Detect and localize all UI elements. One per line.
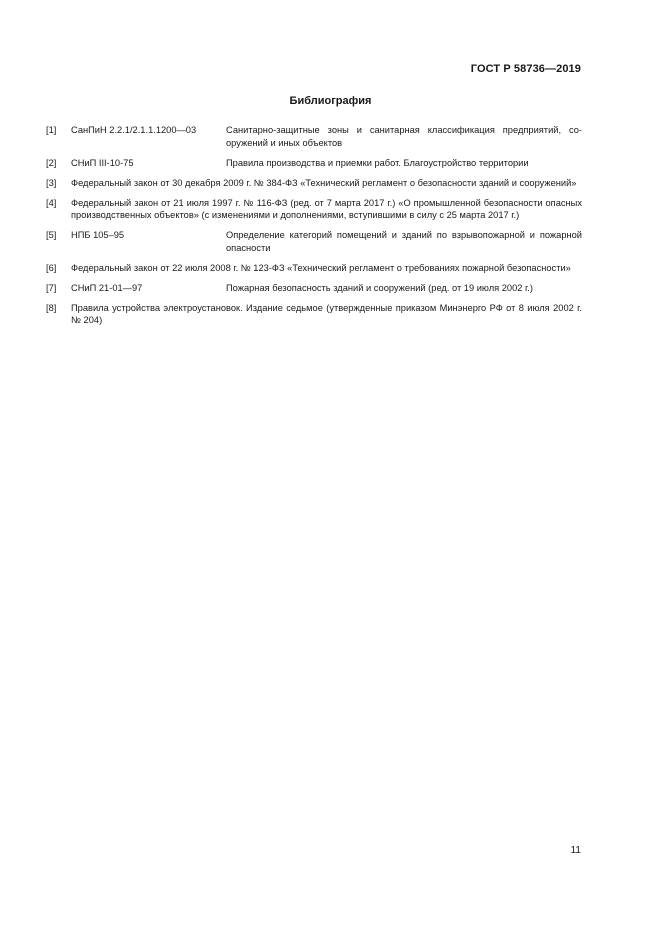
entry-number: [7] bbox=[46, 282, 57, 293]
entry-content bbox=[71, 124, 582, 149]
entry-code: НПБ 105–95 bbox=[71, 230, 125, 241]
entry-number: [3] bbox=[46, 177, 57, 188]
page-number: 11 bbox=[570, 845, 581, 856]
entry-number: [5] bbox=[46, 230, 57, 241]
entry-number: [6] bbox=[46, 262, 57, 273]
entry-content bbox=[71, 197, 582, 222]
entry-code: СНиП III-10-75 bbox=[71, 157, 134, 168]
bibliography-entry bbox=[46, 282, 582, 295]
entry-code: СанПиН 2.2.1/2.1.1.1200—03 bbox=[71, 125, 197, 135]
entry-content bbox=[71, 177, 582, 190]
standard-code: ГОСТ Р 58736—2019 bbox=[470, 63, 581, 75]
bibliography-entry bbox=[46, 262, 582, 275]
entry-number: [4] bbox=[46, 197, 57, 208]
entry-description: Правила производства и приемки работ. Благоустройство территории bbox=[226, 157, 529, 168]
bibliography-list bbox=[46, 124, 582, 334]
entry-content bbox=[71, 229, 582, 254]
entry-content bbox=[71, 262, 582, 275]
bibliography-entry bbox=[46, 197, 582, 222]
entry-full-text: Федеральный закон от 21 июля 1997 г. № 116-ФЗ (ред. от 7 марта 2017 г.) «О промышленной безопасности опасных производственных объектов» (с изменениями и дополнениями, вступившими в силу с 25 марта 2017 г.) bbox=[71, 197, 582, 221]
bibliography-entry bbox=[46, 177, 582, 190]
entry-number: [2] bbox=[46, 157, 57, 168]
entry-description: Санитарно-защитные зоны и санитарная классификация предприятий, сооружений и иных объектов bbox=[226, 125, 582, 148]
entry-content bbox=[71, 282, 582, 295]
entry-description: Определение категорий помещений и зданий по взрывопожарной и пожарной опасности bbox=[226, 230, 582, 253]
bibliography-entry bbox=[46, 157, 582, 170]
entry-content bbox=[71, 302, 582, 327]
bibliography-entry bbox=[46, 229, 582, 254]
page-title: Библиография bbox=[289, 95, 372, 107]
entry-code: СНиП 21-01—97 bbox=[71, 282, 143, 293]
entry-full-text: Правила устройства электроустановок. Издание седьмое (утвержденные приказом Минэнерго РФ от 8 июля 2002 г. № 204) bbox=[71, 302, 582, 326]
entry-description: Пожарная безопасность зданий и сооружений (ред. от 19 июля 2002 г.) bbox=[226, 282, 533, 293]
entry-full-text: Федеральный закон от 30 декабря 2009 г. № 384-ФЗ «Технический регламент о безопасности зданий и сооружений» bbox=[71, 177, 577, 188]
entry-content bbox=[71, 157, 582, 170]
entry-number: [8] bbox=[46, 302, 57, 313]
entry-number: [1] bbox=[46, 125, 57, 135]
bibliography-entry bbox=[46, 124, 582, 149]
bibliography-entry bbox=[46, 302, 582, 327]
entry-full-text: Федеральный закон от 22 июля 2008 г. № 123-ФЗ «Технический регламент о требованиях пожарной безопасности» bbox=[71, 262, 571, 273]
